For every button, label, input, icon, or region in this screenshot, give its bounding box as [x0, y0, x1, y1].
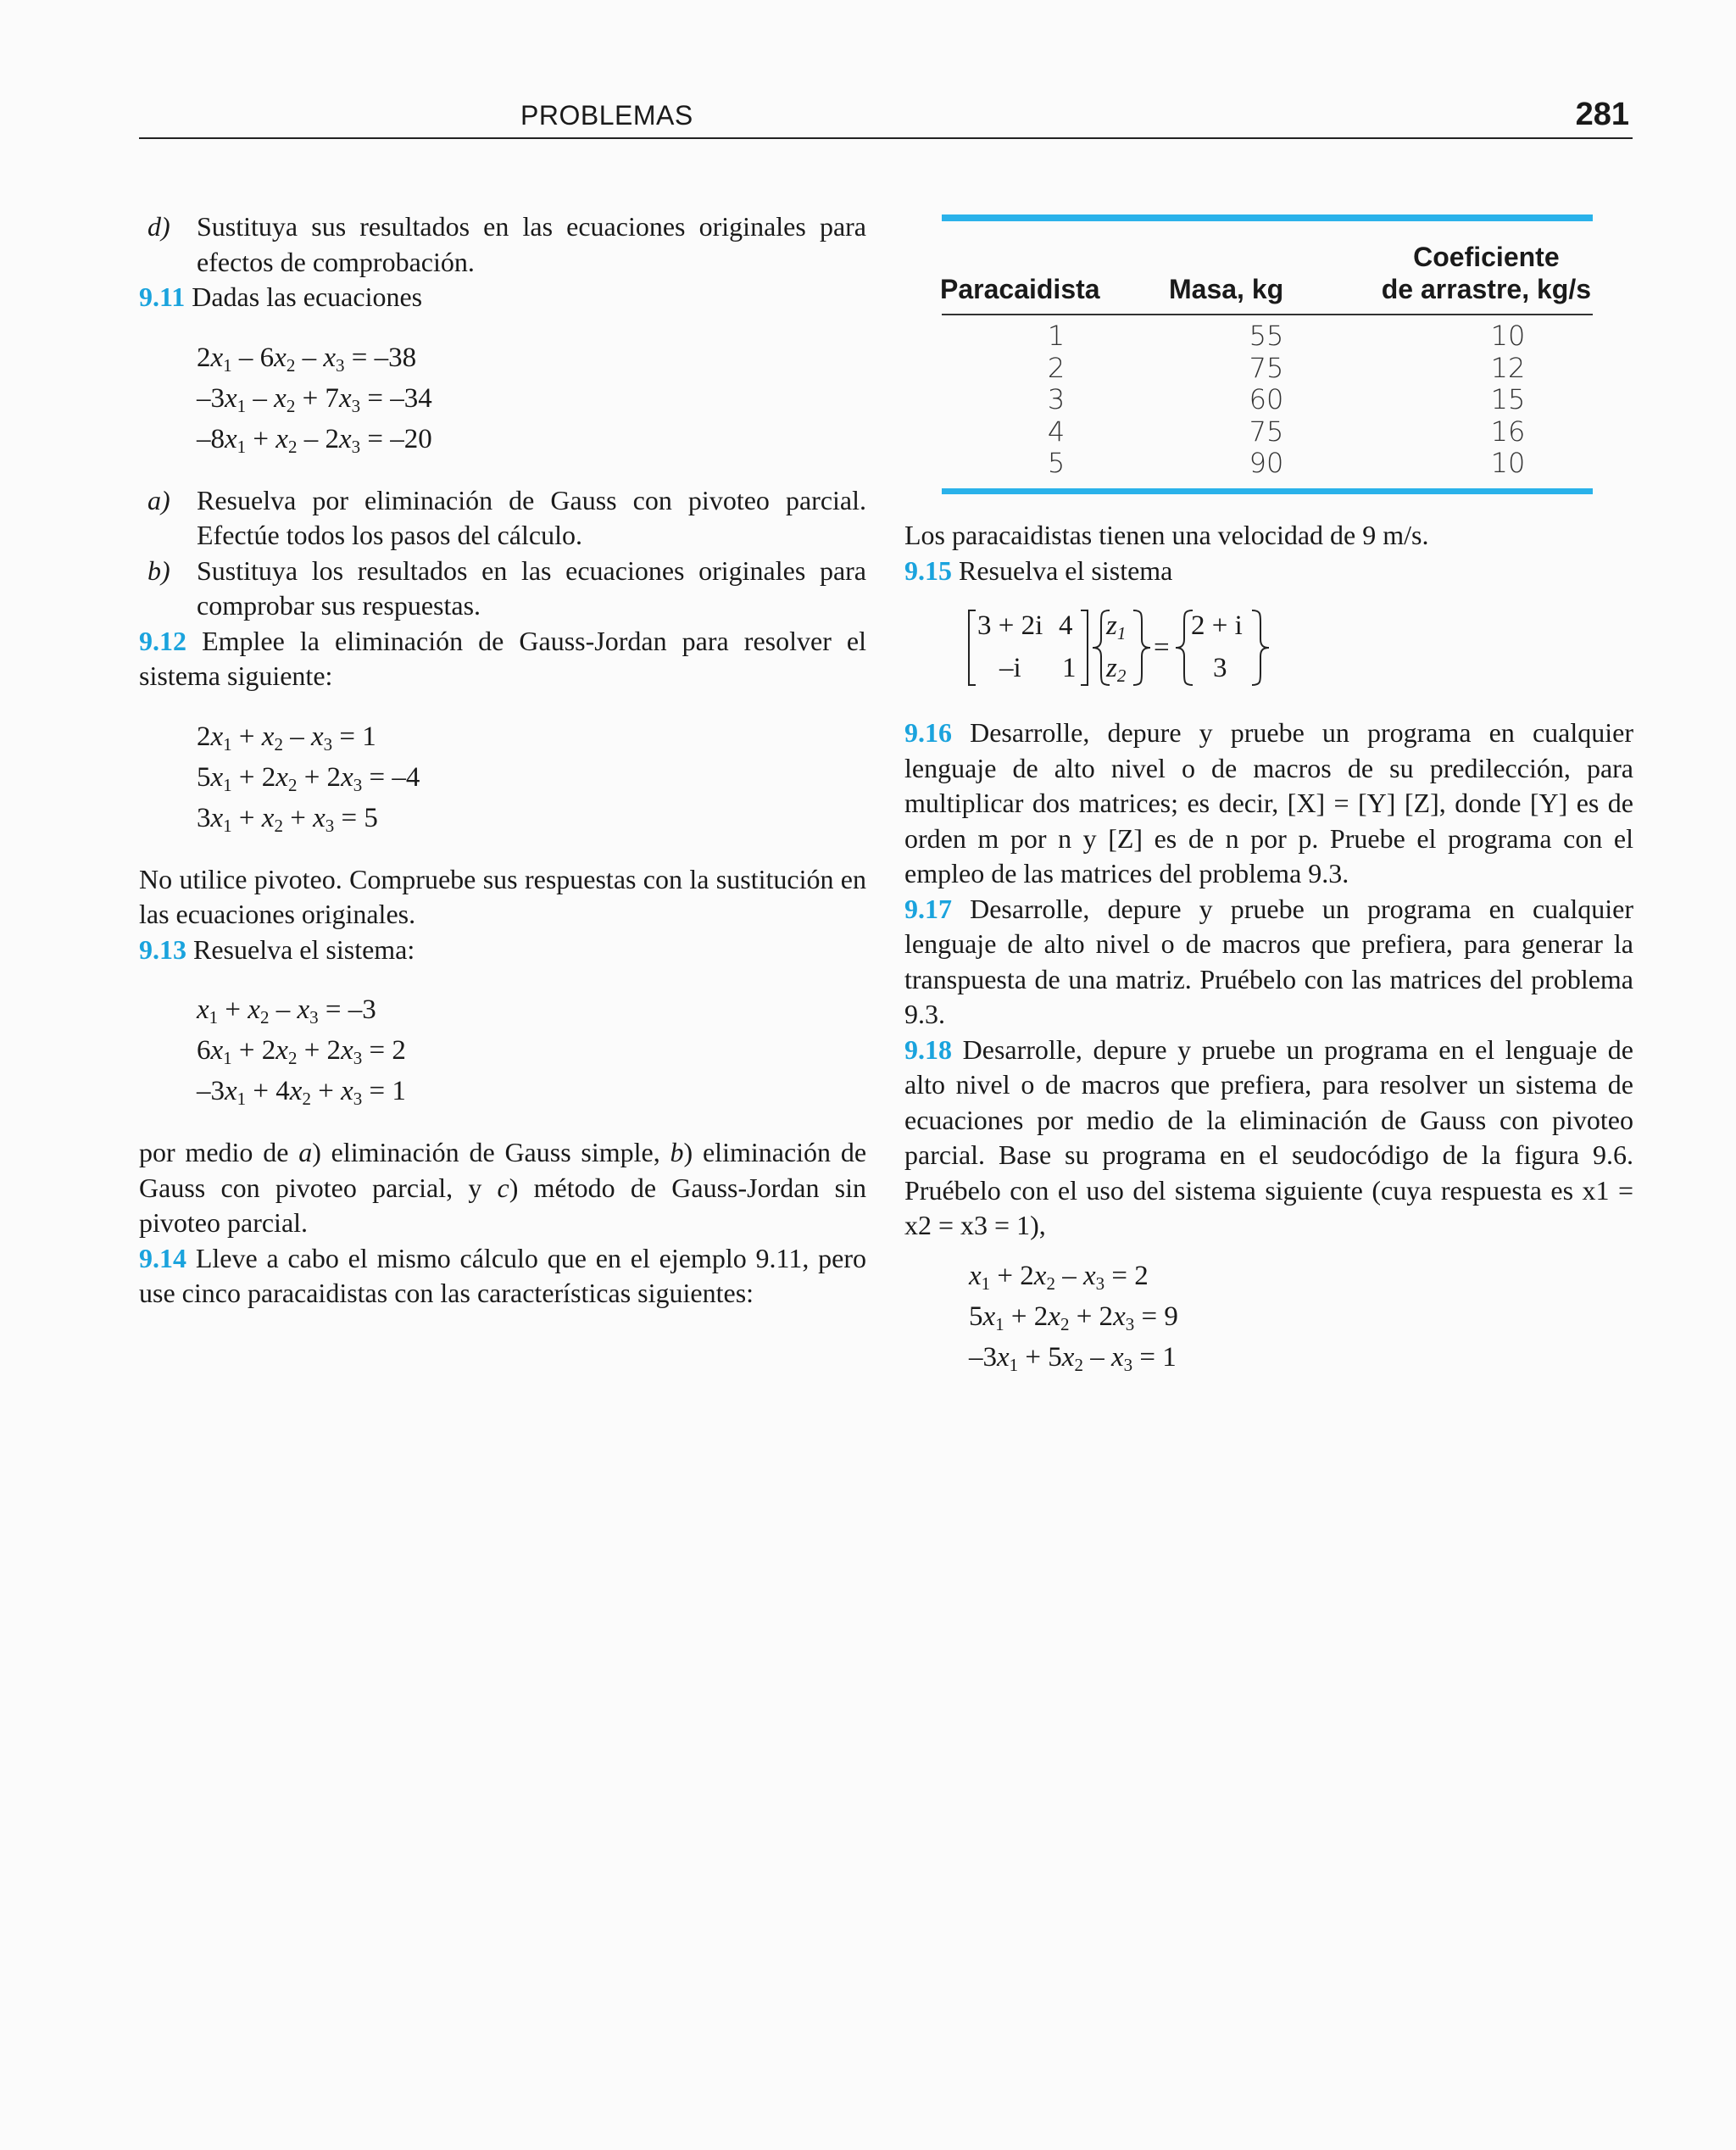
parachutist-table — [942, 214, 1593, 494]
cell: 10 — [1490, 447, 1526, 479]
equation: $-8x_1 + x_2 - 2x_3 = -20$ — [197, 423, 432, 457]
table-bottom-rule — [942, 488, 1593, 494]
option-c: c — [497, 1172, 509, 1203]
header-line: Coeficiente — [1413, 242, 1560, 272]
table-top-rule — [942, 214, 1593, 221]
text-run: ) eliminación de Gauss simple, — [312, 1137, 670, 1167]
text-run: ) eliminación de Gauss con pivoteo parcial, y — [139, 1137, 867, 1203]
cell: 55 — [1249, 320, 1284, 352]
header-coeficiente — [1382, 241, 1591, 305]
problem-9-11 — [139, 280, 866, 315]
equation: $5x_1 + 2x_2 + 2x_3 = -4$ — [197, 761, 420, 795]
problem-number: 9.13 — [139, 933, 186, 965]
item-label: a) — [147, 484, 170, 515]
table-row — [942, 320, 1593, 353]
header-paracaidista: Paracaidista — [940, 274, 1100, 304]
section-title: PROBLEMAS — [520, 100, 693, 131]
problem-9-14 — [139, 1241, 866, 1312]
problem-9-13 — [139, 933, 866, 968]
problem-number: 9.16 — [904, 717, 952, 748]
cell: 4 — [1047, 415, 1066, 448]
option-b: b — [670, 1137, 684, 1167]
item-text: Sustituya sus resultados en las ecuaciones originales para efectos de comprobación. — [197, 211, 866, 277]
cell: 60 — [1249, 383, 1284, 415]
equation: $x_1 + x_2 - x_3 = -3$ — [197, 994, 376, 1028]
table-row — [942, 353, 1593, 385]
equation-system-9-18 — [904, 1256, 1633, 1378]
cell: 2 — [1047, 351, 1066, 384]
equation: $3x_1 + x_2 + x_3 = 5$ — [197, 802, 378, 836]
problem-number: 9.11 — [139, 281, 186, 312]
option-a: a — [298, 1137, 313, 1167]
paragraph — [139, 1135, 866, 1241]
matrix-a21: –i — [999, 653, 1021, 683]
cell: 3 — [1047, 383, 1066, 415]
equation-system-9-13 — [139, 989, 866, 1111]
table-row — [942, 384, 1593, 416]
equation: $2x_1 - 6x_2 - x_3 = -38$ — [197, 342, 417, 376]
matrix-a12: 4 — [1059, 610, 1073, 641]
vector-z1: $z_1$ — [1106, 610, 1127, 643]
table-row — [942, 416, 1593, 448]
cell: 16 — [1490, 415, 1526, 448]
problem-number: 9.15 — [904, 554, 952, 586]
matrix-a22: 1 — [1062, 653, 1077, 683]
problem-number: 9.12 — [139, 625, 186, 656]
problem-text: Dadas las ecuaciones — [192, 281, 423, 312]
problem-text: Resuelva el sistema: — [193, 933, 415, 965]
item-label: d) — [147, 211, 170, 242]
problem-number: 9.14 — [139, 1242, 186, 1273]
header-masa: Masa, kg — [1169, 274, 1284, 304]
cell: 15 — [1490, 383, 1526, 415]
cell: 1 — [1047, 320, 1066, 352]
paragraph: Los paracaidistas tienen una velocidad de 9 m/s. — [904, 520, 1429, 550]
vector-b1: 2 + i — [1191, 610, 1243, 641]
item-text: Resuelva por eliminación de Gauss con pivoteo parcial. Efectúe todos los pasos del cálculo. — [197, 484, 866, 550]
item-d — [139, 209, 866, 280]
problem-9-15 — [904, 554, 1633, 589]
equation: $-3x_1 + 4x_2 + x_3 = 1$ — [197, 1076, 406, 1109]
text-run: por medio de — [139, 1137, 299, 1167]
problem-text: Resuelva el sistema — [959, 554, 1173, 586]
problem-text: Desarrolle, depure y pruebe un programa en cualquier lenguaje de alto nivel o de macros de su predilección, para multiplicar dos matrices; es decir, [X] = [Y] [Z], donde [Y] es de orden m por n y [Z] es de n por p. Pruebe el programa con el empleo de las matrices del problema 9.3. — [904, 717, 1633, 888]
problem-text: Desarrolle, depure y pruebe un programa en cualquier lenguaje de alto nivel o de macros que prefiera, para generar la transpuesta de una matriz. Pruébelo con las matrices del problema 9.3. — [904, 893, 1633, 1029]
left-column — [139, 209, 866, 1312]
matrix-a11: 3 + 2i — [977, 610, 1043, 641]
item-label: b) — [147, 554, 170, 586]
equation: $x_1 + 2x_2 - x_3 = 2$ — [969, 1260, 1149, 1294]
problem-text: Desarrolle, depure y pruebe un programa en el lenguaje de alto nivel o de macros que prefiera, para resolver un sistema de ecuaciones por medio de la eliminación de Gauss con pivoteo parcial. Base su programa en el seudocódigo de la figura 9.6. Pruébelo con el uso del sistema siguiente (cuya respuesta es x1 = x2 = x3 = 1), — [904, 1033, 1634, 1240]
paragraph: No utilice pivoteo. Compruebe sus respuestas con la sustitución en las ecuaciones originales. — [139, 863, 866, 929]
equation-system-9-11 — [139, 337, 866, 460]
vector-b2: 3 — [1213, 653, 1227, 683]
problem-9-12 — [139, 624, 866, 694]
problem-number: 9.18 — [904, 1033, 952, 1065]
cell: 12 — [1490, 351, 1526, 384]
equation: $-3x_1 + 5x_2 - x_3 = 1$ — [969, 1341, 1177, 1375]
right-column — [904, 518, 1633, 1378]
header-line: de arrastre, kg/s — [1381, 274, 1591, 304]
problem-9-18 — [904, 1033, 1633, 1244]
equation: $5x_1 + 2x_2 + 2x_3 = 9$ — [969, 1301, 1178, 1334]
problem-9-17 — [904, 892, 1633, 1033]
equation-system-9-12 — [139, 716, 866, 838]
item-b — [139, 554, 866, 624]
problem-9-16 — [904, 716, 1633, 892]
cell: 90 — [1249, 447, 1284, 479]
vector-z2: $z_2$ — [1106, 653, 1127, 686]
table-body — [942, 315, 1593, 488]
complex-matrix-equation — [965, 605, 1633, 690]
item-a — [139, 483, 866, 554]
problem-number: 9.17 — [904, 893, 952, 924]
cell: 10 — [1490, 320, 1526, 352]
text-run: ) método de Gauss-Jordan sin pivoteo parcial. — [139, 1172, 866, 1238]
problem-text: Lleve a cabo el mismo cálculo que en el ejemplo 9.11, pero use cinco paracaidistas con las características siguientes: — [139, 1242, 867, 1308]
equation: $6x_1 + 2x_2 + 2x_3 = 2$ — [197, 1035, 406, 1068]
equation: $2x_1 + x_2 - x_3 = 1$ — [197, 721, 376, 755]
equation: $-3x_1 - x_2 + 7x_3 = -34$ — [197, 382, 432, 416]
equals-sign: = — [1154, 632, 1170, 663]
table-row — [942, 448, 1593, 480]
page-number: 281 — [1575, 97, 1629, 132]
problem-text: Emplee la eliminación de Gauss-Jordan para resolver el sistema siguiente: — [139, 625, 866, 691]
cell: 5 — [1047, 447, 1066, 479]
cell: 75 — [1249, 415, 1284, 448]
item-text: Sustituya los resultados en las ecuaciones originales para comprobar sus respuestas. — [197, 554, 866, 621]
cell: 75 — [1249, 351, 1284, 384]
table-header — [942, 221, 1593, 315]
running-header — [139, 95, 1633, 139]
